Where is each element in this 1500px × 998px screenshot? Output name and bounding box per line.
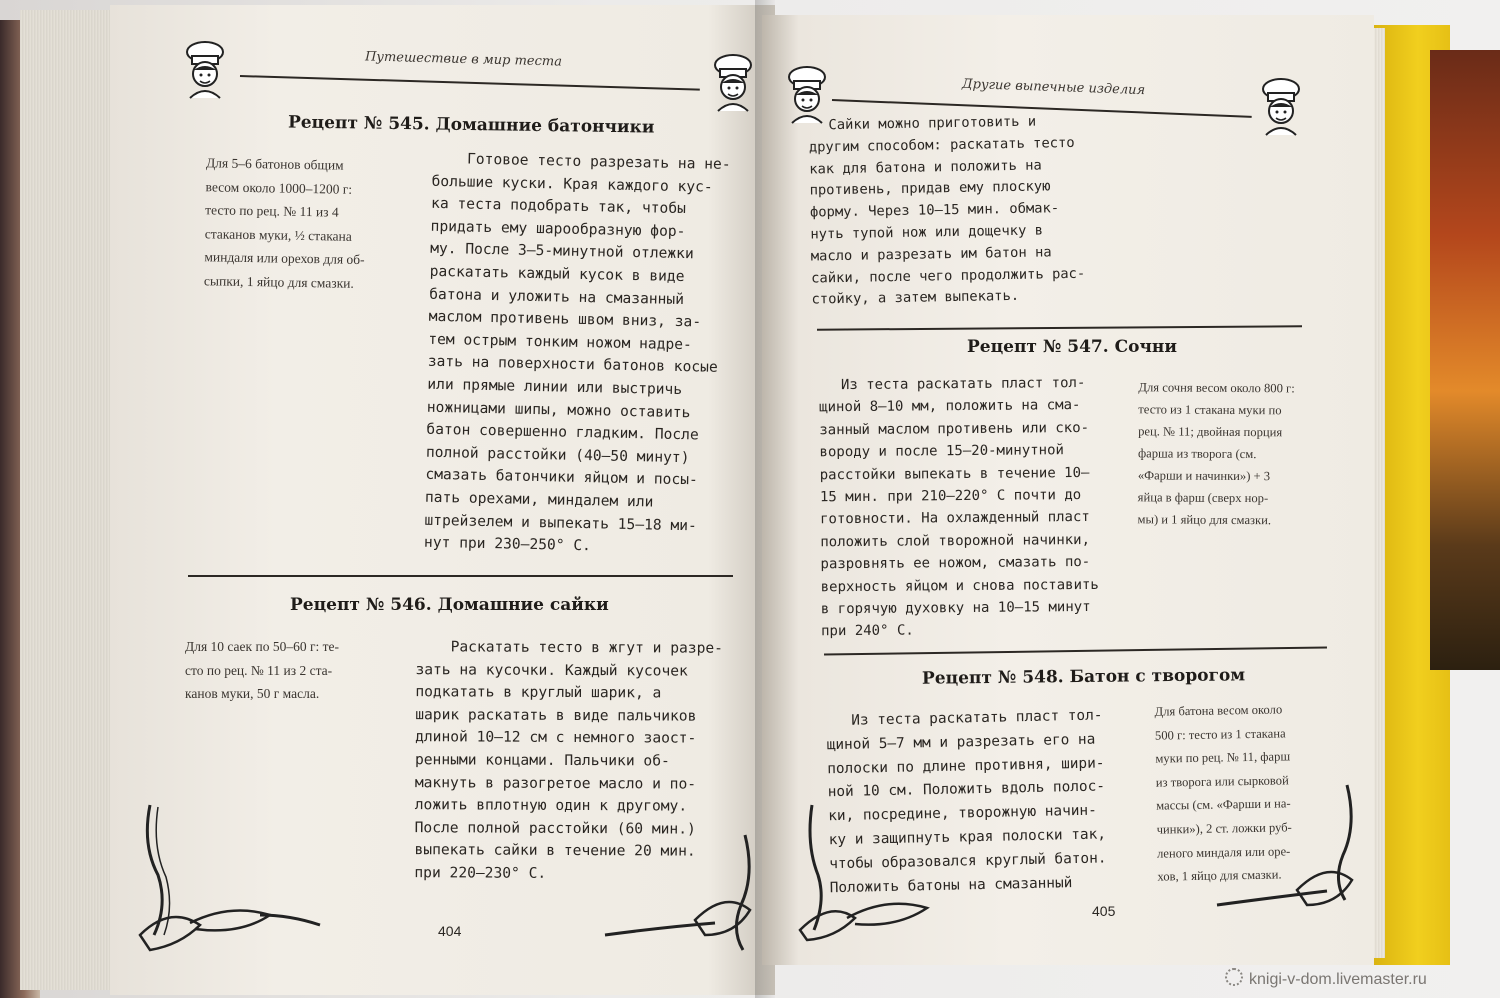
ribbon-ornament-right <box>1207 775 1367 925</box>
watermark: knigi-v-dom.livemaster.ru <box>1225 968 1427 989</box>
page-stack-left <box>20 10 120 990</box>
ribbon-ornament-left <box>792 795 962 945</box>
chef-icon <box>1254 77 1308 137</box>
recipe-546-title: Рецепт № 546. Домашние сайки <box>290 595 609 615</box>
ribbon-ornament-left <box>130 795 330 955</box>
running-head: Путешествие в мир теста <box>364 49 563 70</box>
header-rule <box>240 75 700 91</box>
recipe-546-text: Раскатать тесто в жгут и разре- зать на кусочки. Каждый кусочек подкатать в круглый шарик, а шарик раскатать в виде пальчиков длиной 10–12 см с немного заост- ренными концами. Пальчики об- макнуть в разогретое масло и по- ложить вплотную один к другому. После полной расстойки (60 мин.) выпекать сайки в течение 20 мин. при 220–230° С. <box>414 638 724 882</box>
chef-icon <box>706 53 760 113</box>
book-cover-artwork <box>1430 50 1500 670</box>
snowflake-icon <box>1225 968 1243 986</box>
recipe-545-ingredients: Для 5–6 батонов общим весом около 1000–1200 г: тесто по рец. № 11 из 4 стаканов муки, ½ стакана миндаля или орехов для об- сыпки, 1 яйцо для смазки. <box>203 155 365 291</box>
section-rule <box>824 646 1327 655</box>
left-page <box>110 5 775 995</box>
recipe-546-ingredients: Для 10 саек по 50–60 г: те- сто по рец. № 11 из 2 ста- канов муки, 50 г масла. <box>185 639 340 701</box>
recipe-545-title: Рецепт № 545. Домашние батончики <box>287 112 655 138</box>
page-number: 404 <box>438 923 462 939</box>
right-page <box>762 15 1374 965</box>
section-rule <box>188 575 733 577</box>
recipe-545-text: Готовое тесто разрезать на не- большие куски. Края каждого кус- ка теста подобрать так, чтобы придать ему шарообразную фор- му. После 3–5-минутной отлежки раскатать каждый кусок в виде батона и уложить на смазанный маслом противень швом вниз, за- тем острым тонким ножом надре- зать на поверхности батонов косые или прямые линии или выстричь ножницами шипы, можно оставить батон совершенно гладким. После полной расстойки (40–50 минут) смазать батончики яйцом и посы- пать орехами, миндалем или штрейзелем и выпекать 15–18 ми- нут при 230–250° С. <box>423 150 731 555</box>
recipe-548-text: Из теста раскатать пласт тол- щиной 5–7 мм и разрезать его на полоски по длине противня, шири- ной 10 см. Положить вдоль полос- ки, посредине, творожную начин- ку и защипнуть края полоски так, чтобы образовался круглый батон. Положить батоны на смазанный <box>826 707 1107 896</box>
recipe-547-title: Рецепт № 547. Сочни <box>967 337 1177 357</box>
ribbon-ornament-right <box>595 825 765 955</box>
chef-icon <box>178 40 232 100</box>
running-head: Другие выпечные изделия <box>961 76 1146 99</box>
recipe-547-ingredients: Для сочня весом около 800 г: тесто из 1 стакана муки по рец. № 11; двойная порция фарша из творога (см. «Фарши и начинки») + 3 яйца в фарш (сверх нор- мы) и 1 яйцо для смазки. <box>1137 380 1295 528</box>
page-number: 405 <box>1092 903 1116 919</box>
section-rule <box>817 325 1302 330</box>
continuation-text: Сайки можно приготовить и другим способом: раскатать тесто как для батона и положить на противень, придав ему плоскую форму. Через 10–15 мин. обмак- нуть тупой нож или дощечку в масло и разрезать им батон на сайки, после чего продолжить рас- стойку, а затем выпекать. <box>808 113 1086 308</box>
recipe-547-text: Из теста раскатать пласт тол- щиной 8–10 мм, положить на сма- занный маслом противень или ско- вороду и после 15–20-минутной расстойки выпекать в течение 10– 15 мин. при 210–220° С почти до готовности. На охлажденный пласт положить слой творожной начинки, разровнять ее ножом, смазать по- верхность яйцом и снова поставить в горячую духовку на 10–15 минут при 240° С. <box>819 374 1099 640</box>
recipe-548-title: Рецепт № 548. Батон с творогом <box>921 665 1246 689</box>
recipe-548-ingredients: Для батона весом около 500 г: тесто из 1 стакана муки по рец. № 11, фарш из творога или сырковой массы (см. «Фарши и на- чинки»), 2 ст. ложки руб- леного миндаля или оре- хов, 1 яйцо для смазки. <box>1154 702 1292 884</box>
